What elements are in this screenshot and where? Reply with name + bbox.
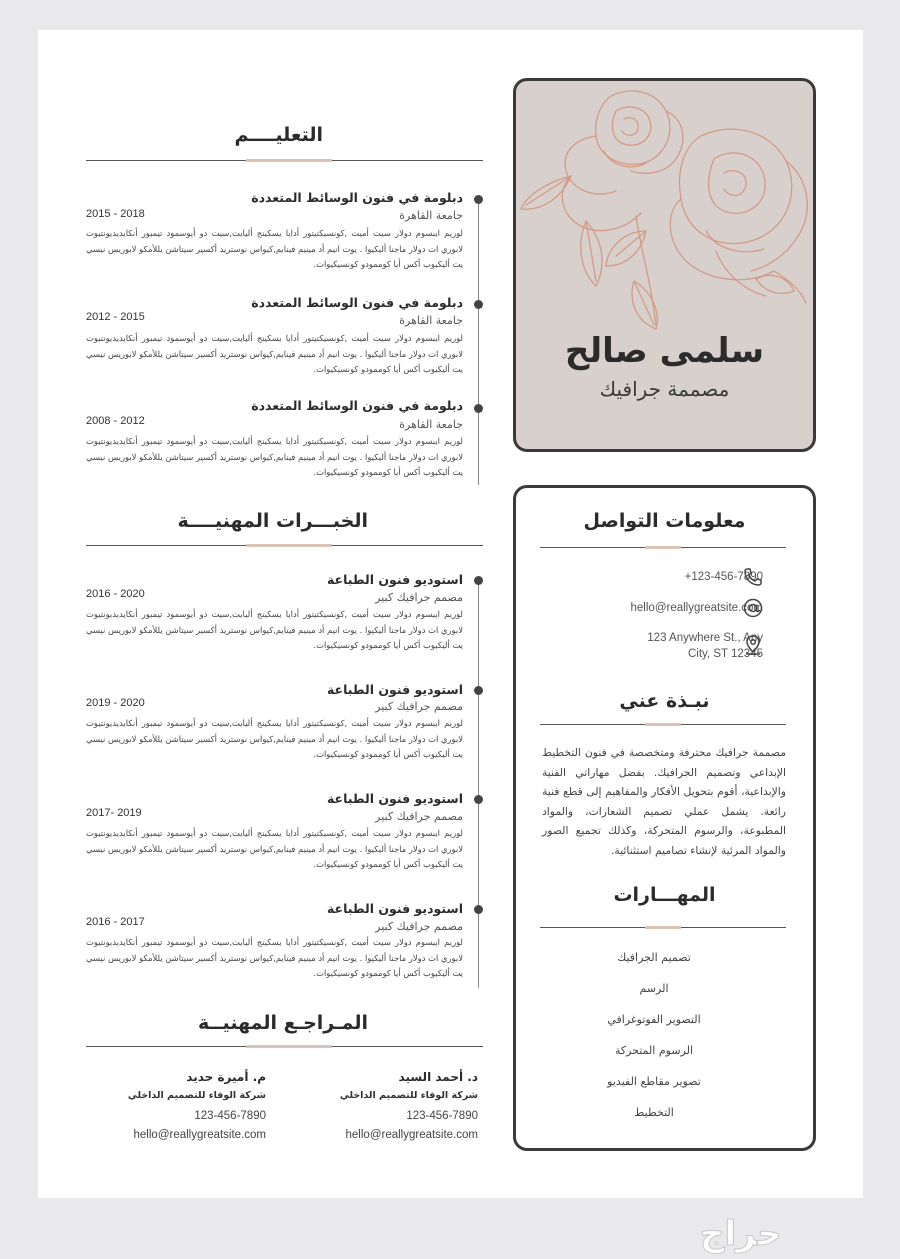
reference-email[interactable]: hello@reallygreatsite.com (345, 1129, 478, 1141)
timeline-dot (474, 576, 483, 585)
experience-description: لوريم ايبسوم دولار سيت أميت ,كونسيكتيتور أدايا يسكينج أليايت,سيت دو أيوسمود تيمبور أنكايديديونتيوت لابوري ات دولار ماجنا أليكيوا . يوت انيم أد مينيم فينايم,كيواس نوستريد أكسير سيتاشن يللأمكو لابوريس نيسي يت أليكيوب أكس أيا كوممودو كونسيكيوات. (85, 828, 463, 869)
reference-email[interactable]: hello@reallygreatsite.com (133, 1129, 266, 1141)
reference-phone[interactable]: 123-456-7890 (194, 1110, 266, 1122)
education-title: دبلومة في فنون الوسائط المتعددة (251, 295, 463, 310)
education-institution: جامعة القاهرة (399, 209, 463, 222)
about-divider (540, 724, 786, 725)
reference-company: شركة الوفاء للتصميم الداخلي (339, 1090, 478, 1101)
education-timeline (478, 200, 479, 485)
education-dates: 2015 - 2018 (86, 208, 145, 220)
experience-dates: 2016 - 2020 (86, 588, 145, 600)
education-title: دبلومة في فنون الوسائط المتعددة (251, 190, 463, 205)
skills-heading: المهـــارات (613, 884, 716, 906)
timeline-dot (474, 686, 483, 695)
education-description: لوريم ايبسوم دولار سيت أميت ,كونسيكتيتور أدايا يسكينج أليايت,سيت دو أيوسمود تيمبور أنكايديديونتيوت لابوري ات دولار ماجنا أليكيوا . يوت انيم أد مينيم فينايم,كيواس نوستريد أكسير سيتاشن يللأمكو لابوريس نيسي يت أليكيوب أكس أيا كوممودو كونسيكيوات. (85, 228, 463, 269)
education-institution: جامعة القاهرة (399, 314, 463, 327)
about-text: مصممة جرافيك محترفة ومتخصصة في فنون التخطيط الإبداعي وتصميم الجرافيك. بفضل مهاراتي الفنية والإبداعية، أقوم بتحويل الأفكار والمفاهيم إلى قطع فنية رائعة. يشمل عملي تصميم الشعارات، والمواد المطبوعة، والرسوم المتحركة، وكذلك تجميع الصور والمواد المرئية لإنشاء تصاميم استثنائية. (542, 746, 786, 857)
about-heading: نبـذة عني (619, 690, 710, 712)
skills-divider (540, 927, 786, 928)
skill-item: الرسوم المتحركة (614, 1044, 694, 1057)
contact-address-line2: City, ST 12345 (687, 648, 763, 660)
experience-divider (86, 545, 483, 546)
experience-role: مصمم جرافيك كبير (375, 700, 463, 713)
education-institution: جامعة القاهرة (399, 418, 463, 431)
education-dates: 2008 - 2012 (86, 415, 145, 427)
experience-title: استوديو فنون الطباعة (326, 791, 463, 806)
location-pin-icon (742, 634, 764, 656)
education-heading: التعليــــم (234, 124, 323, 146)
experience-title: استوديو فنون الطباعة (326, 572, 463, 587)
experience-dates: 2019 - 2020 (86, 697, 145, 709)
skill-item: تصوير مقاطع الفيديو (607, 1075, 701, 1088)
watermark-logo: حراج (700, 1214, 782, 1254)
experience-title: استوديو فنون الطباعة (326, 901, 463, 916)
profile-card (513, 78, 816, 452)
experience-dates: 2016 - 2017 (86, 916, 145, 928)
experience-dates: 2017- 2019 (86, 807, 142, 819)
experience-description: لوريم ايبسوم دولار سيت أميت ,كونسيكتيتور أدايا يسكينج أليايت,سيت دو أيوسمود تيمبور أنكايديديونتيوت لابوري ات دولار ماجنا أليكيوا . يوت انيم أد مينيم فينايم,كيواس نوستريد أكسير سيتاشن يللأمكو لابوريس نيسي يت أليكيوب أكس أيا كوممودو كونسيكيوات. (85, 937, 463, 978)
experience-title: استوديو فنون الطباعة (326, 682, 463, 697)
education-divider (86, 160, 483, 161)
experience-role: مصمم جرافيك كبير (375, 920, 463, 933)
experience-description: لوريم ايبسوم دولار سيت أميت ,كونسيكتيتور أدايا يسكينج أليايت,سيت دو أيوسمود تيمبور أنكايديديونتيوت لابوري ات دولار ماجنا أليكيوا . يوت انيم أد مينيم فينايم,كيواس نوستريد أكسير سيتاشن يللأمكو لابوريس نيسي يت أليكيوب أكس أيا كوممودو كونسيكيوات. (85, 718, 463, 759)
experience-role: مصمم جرافيك كبير (375, 810, 463, 823)
resume-page (38, 30, 863, 1198)
contact-address-line1: 123 Anywhere St., Any (647, 632, 763, 644)
reference-name: د. أحمد السيد (398, 1070, 478, 1084)
reference-name: م. أميرة حديد (186, 1070, 266, 1084)
phone-icon (742, 566, 764, 588)
contact-email[interactable]: hello@reallygreatsite.com (630, 602, 763, 614)
education-description: لوريم ايبسوم دولار سيت أميت ,كونسيكتيتور أدايا يسكينج أليايت,سيت دو أيوسمود تيمبور أنكايديديونتيوت لابوري ات دولار ماجنا أليكيوا . يوت انيم أد مينيم فينايم,كيواس نوستريد أكسير سيتاشن يللأمكو لابوريس نيسي يت أليكيوب أكس أيا كوممودو كونسيكيوات. (85, 436, 463, 477)
reference-company: شركة الوفاء للتصميم الداخلي (127, 1090, 266, 1101)
education-title: دبلومة في فنون الوسائط المتعددة (251, 398, 463, 413)
experience-timeline (478, 578, 479, 988)
profile-title: مصممة جرافيك (599, 377, 730, 401)
at-sign-icon (742, 597, 764, 619)
education-dates: 2012 - 2015 (86, 311, 145, 323)
skill-item: الرسم (639, 982, 669, 995)
timeline-dot (474, 795, 483, 804)
timeline-dot (474, 404, 483, 413)
contact-heading: معلومات التواصل (583, 510, 746, 532)
contact-divider (540, 547, 786, 548)
experience-description: لوريم ايبسوم دولار سيت أميت ,كونسيكتيتور أدايا يسكينج أليايت,سيت دو أيوسمود تيمبور أنكايديديونتيوت لابوري ات دولار ماجنا أليكيوا . يوت انيم أد مينيم فينايم,كيواس نوستريد أكسير سيتاشن يللأمكو لابوريس نيسي يت أليكيوب أكس أيا كوممودو كونسيكيوات. (85, 609, 463, 650)
education-description: لوريم ايبسوم دولار سيت أميت ,كونسيكتيتور أدايا يسكينج أليايت,سيت دو أيوسمود تيمبور أنكايديديونتيوت لابوري ات دولار ماجنا أليكيوا . يوت انيم أد مينيم فينايم,كيواس نوستريد أكسير سيتاشن يللأمكو لابوريس نيسي يت أليكيوب أكس أيا كوممودو كونسيكيوات. (85, 333, 463, 374)
profile-name: سلمى صالح (564, 331, 765, 371)
info-card (513, 485, 816, 1151)
reference-phone[interactable]: 123-456-7890 (406, 1110, 478, 1122)
experience-role: مصمم جرافيك كبير (375, 591, 463, 604)
skill-item: التصوير الفوتوغرافي (607, 1013, 701, 1026)
rose-illustration (516, 81, 813, 331)
timeline-dot (474, 905, 483, 914)
skill-item: التخطيط (634, 1106, 674, 1119)
timeline-dot (474, 195, 483, 204)
timeline-dot (474, 300, 483, 309)
experience-heading: الخبـــرات المهنيــــة (177, 510, 368, 532)
skill-item: تصميم الجرافيك (617, 951, 691, 964)
contact-phone[interactable]: +123-456-7890 (684, 571, 763, 583)
references-divider (86, 1046, 483, 1047)
references-heading: المـراجـع المهنيــة (198, 1012, 368, 1034)
